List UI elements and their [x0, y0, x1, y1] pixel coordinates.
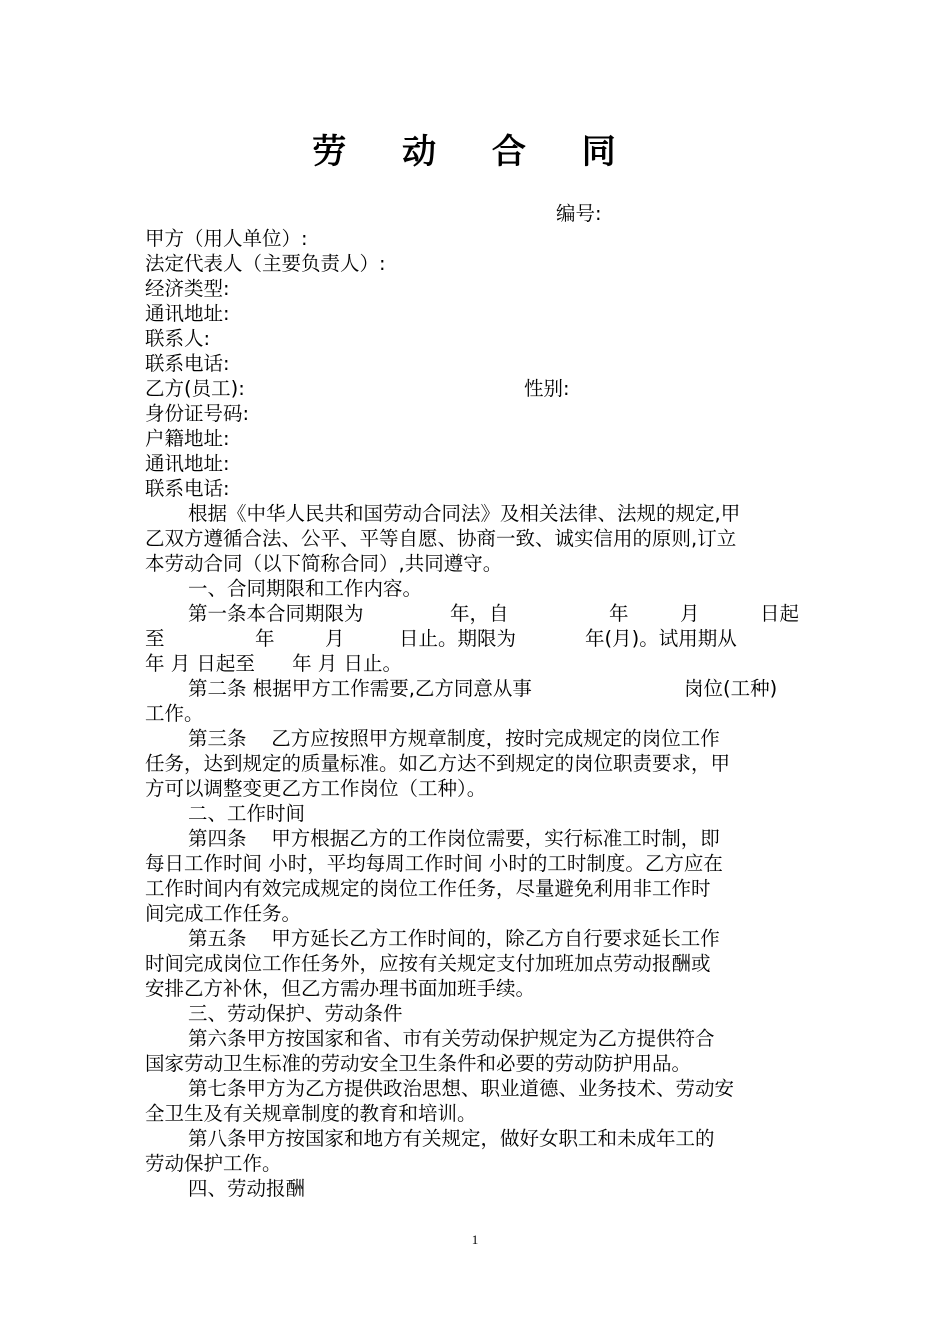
article-4-line-3: 工作时间内有效完成规定的岗位工作任务，尽量避免利用非工作时: [145, 877, 711, 900]
article-1-day-start: 日起: [760, 602, 800, 625]
article-5-line-2: 时间完成岗位工作任务外，应按有关规定支付加班加点劳动报酬或: [145, 952, 711, 975]
article-3-line-3: 方可以调整变更乙方工作岗位（工种）。: [145, 777, 487, 800]
serial-number-label: 编号:: [556, 202, 602, 225]
party-a-address-line: 通讯地址:: [145, 302, 230, 325]
party-a-phone-line: 联系电话:: [145, 352, 230, 375]
article-5-line-3: 安排乙方补休，但乙方需办理书面加班手续。: [145, 977, 536, 1000]
article-1-to-year: 年: [255, 627, 275, 650]
economic-type-line: 经济类型:: [145, 277, 230, 300]
page-number: 1: [471, 1232, 479, 1247]
party-b-line: 乙方(员工):: [145, 377, 245, 400]
article-5-line-1: 第五条 甲方延长乙方工作时间的，除乙方自行要求延长工作: [188, 927, 720, 950]
preamble-line-1: 根据《中华人民共和国劳动合同法》及相关法律、法规的规定,甲: [188, 502, 741, 525]
article-2-post-label: 岗位(工种): [684, 677, 778, 700]
article-4-line-4: 间完成工作任务。: [145, 902, 302, 925]
party-b-address-line: 通讯地址:: [145, 452, 230, 475]
section-3-heading: 三、劳动保护、劳动条件: [188, 1002, 403, 1025]
section-2-heading: 二、工作时间: [188, 802, 306, 825]
article-3-line-2: 任务，达到规定的质量标准。如乙方达不到规定的岗位职责要求，甲: [145, 752, 731, 775]
party-b-phone-line: 联系电话:: [145, 477, 230, 500]
preamble-line-3: 本劳动合同（以下简称合同）,共同遵守。: [145, 552, 503, 575]
section-4-heading: 四、劳动报酬: [188, 1177, 306, 1200]
article-1-line-1: 第一条本合同期限为: [188, 602, 364, 625]
article-1-term-unit: 年(月)。试用期从: [585, 627, 737, 650]
legal-representative-line: 法定代表人（主要负责人）:: [145, 252, 386, 275]
household-address-line: 户籍地址:: [145, 427, 230, 450]
article-6-line-1: 第六条甲方按国家和省、市有关劳动保护规定为乙方提供符合: [188, 1027, 715, 1050]
article-8-line-2: 劳动保护工作。: [145, 1152, 282, 1175]
article-6-line-2: 国家劳动卫生标准的劳动安全卫生条件和必要的劳动防护用品。: [145, 1052, 692, 1075]
preamble-line-2: 乙双方遵循合法、公平、平等自愿、协商一致、诚实信用的原则,订立: [145, 527, 737, 550]
article-7-line-2: 全卫生及有关规章制度的教育和培训。: [145, 1102, 477, 1125]
party-a-line: 甲方（用人单位）:: [145, 227, 308, 250]
document-title: 劳 动 合 同: [312, 132, 638, 172]
article-1-year: 年: [609, 602, 629, 625]
article-1-month: 月: [680, 602, 700, 625]
article-1-line-2: 至: [145, 627, 165, 650]
article-1-line-3: 年 月 日起至 年 月 日止。: [145, 652, 402, 675]
gender-label: 性别:: [524, 377, 570, 400]
article-8-line-1: 第八条甲方按国家和地方有关规定，做好女职工和未成年工的: [188, 1127, 715, 1150]
section-1-heading: 一、合同期限和工作内容。: [188, 577, 423, 600]
article-3-line-1: 第三条 乙方应按照甲方规章制度，按时完成规定的岗位工作: [188, 727, 720, 750]
article-4-line-2: 每日工作时间 小时，平均每周工作时间 小时的工时制度。乙方应在: [145, 852, 723, 875]
article-7-line-1: 第七条甲方为乙方提供政治思想、职业道德、业务技术、劳动安: [188, 1077, 735, 1100]
article-1-to-day: 日止。期限为: [399, 627, 517, 650]
id-number-line: 身份证号码:: [145, 402, 250, 425]
article-2-line-2: 工作。: [145, 702, 204, 725]
article-1-to-month: 月: [325, 627, 345, 650]
article-1-year-from: 年，自: [450, 602, 509, 625]
article-2-line-1: 第二条 根据甲方工作需要,乙方同意从事: [188, 677, 532, 700]
article-4-line-1: 第四条 甲方根据乙方的工作岗位需要，实行标准工时制，即: [188, 827, 720, 850]
contact-person-line: 联系人:: [145, 327, 211, 350]
